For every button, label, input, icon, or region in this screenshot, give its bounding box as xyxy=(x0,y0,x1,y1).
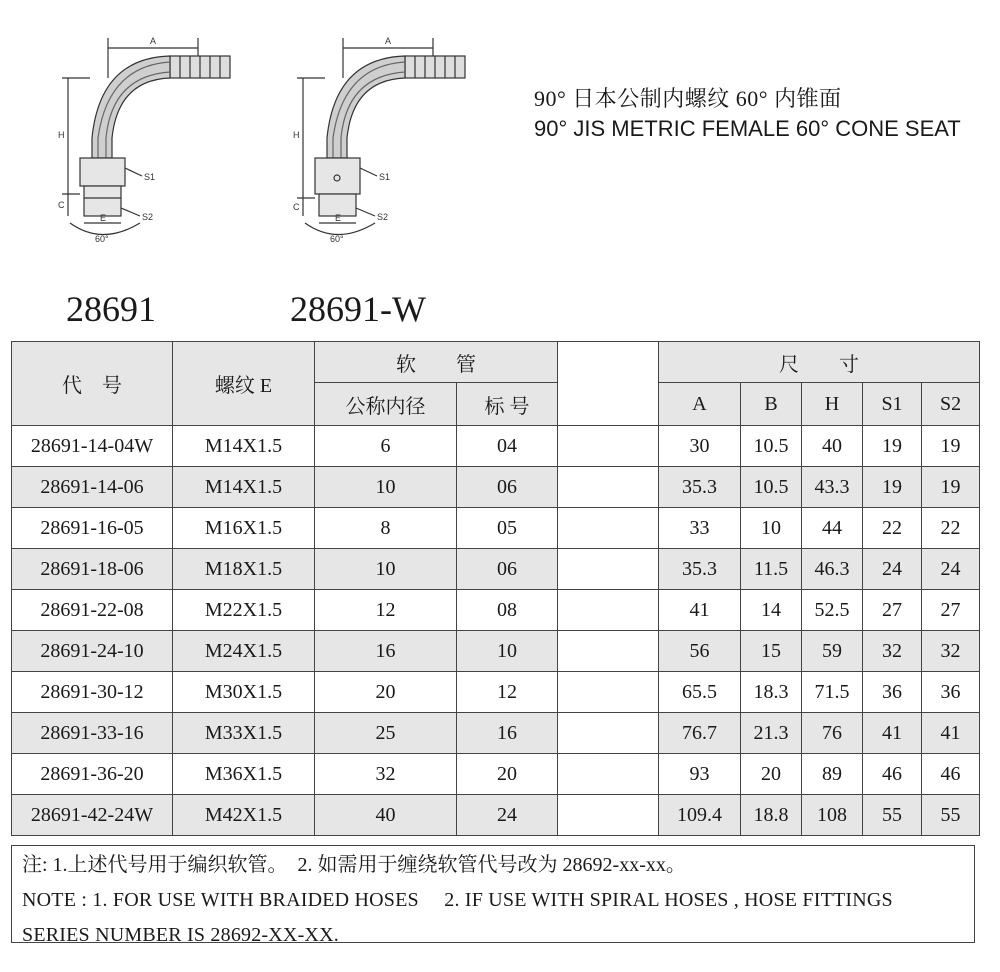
fitting-drawing-28691 xyxy=(50,18,240,248)
cell-code: 28691-22-08 xyxy=(12,590,173,631)
cell-thread: M36X1.5 xyxy=(173,754,315,795)
cell-s1: 55 xyxy=(863,795,922,836)
cell-s1: 19 xyxy=(863,426,922,467)
cell-s2: 32 xyxy=(922,631,980,672)
cell-hose-mark: 05 xyxy=(457,508,558,549)
cell-h: 46.3 xyxy=(802,549,863,590)
cell-hose-mark: 16 xyxy=(457,713,558,754)
cell-a: 41 xyxy=(659,590,741,631)
cell-a: 76.7 xyxy=(659,713,741,754)
cell-hose-id: 20 xyxy=(315,672,457,713)
cell-b: 11.5 xyxy=(741,549,802,590)
header-s1: S1 xyxy=(863,383,922,426)
cell-thread: M14X1.5 xyxy=(173,467,315,508)
table-row xyxy=(12,631,980,672)
dim-s1-label: S1 xyxy=(144,172,156,182)
table-row xyxy=(12,426,980,467)
cell-hose-id: 10 xyxy=(315,549,457,590)
cell-hose-mark: 10 xyxy=(457,631,558,672)
cell-h: 71.5 xyxy=(802,672,863,713)
dim-h-label: H xyxy=(58,130,65,140)
cell-a: 30 xyxy=(659,426,741,467)
cell-blank xyxy=(558,631,659,672)
header-hose-mark: 标 号 xyxy=(457,383,558,426)
cell-s2: 24 xyxy=(922,549,980,590)
table-row xyxy=(12,467,980,508)
cell-b: 15 xyxy=(741,631,802,672)
header-code: 代 号 xyxy=(12,342,173,426)
dim-c-label: C xyxy=(293,202,300,212)
cell-code: 28691-16-05 xyxy=(12,508,173,549)
dim-s1-label: S1 xyxy=(379,172,391,182)
cell-hose-id: 8 xyxy=(315,508,457,549)
cell-b: 14 xyxy=(741,590,802,631)
spec-table xyxy=(11,341,980,836)
cell-h: 40 xyxy=(802,426,863,467)
cell-blank xyxy=(558,426,659,467)
cell-s2: 41 xyxy=(922,713,980,754)
cell-hose-mark: 24 xyxy=(457,795,558,836)
cell-blank xyxy=(558,508,659,549)
dim-e-label: E xyxy=(335,213,342,223)
cell-h: 89 xyxy=(802,754,863,795)
cell-code: 28691-42-24W xyxy=(12,795,173,836)
cell-code: 28691-36-20 xyxy=(12,754,173,795)
cell-hose-id: 16 xyxy=(315,631,457,672)
header-b: B xyxy=(741,383,802,426)
cell-a: 35.3 xyxy=(659,467,741,508)
cell-code: 28691-24-10 xyxy=(12,631,173,672)
cell-b: 10.5 xyxy=(741,467,802,508)
header-row-1 xyxy=(12,342,980,383)
cell-s2: 19 xyxy=(922,426,980,467)
cell-h: 44 xyxy=(802,508,863,549)
cell-thread: M33X1.5 xyxy=(173,713,315,754)
cell-hose-mark: 20 xyxy=(457,754,558,795)
cell-a: 93 xyxy=(659,754,741,795)
cell-s2: 22 xyxy=(922,508,980,549)
cell-h: 59 xyxy=(802,631,863,672)
cell-hose-id: 25 xyxy=(315,713,457,754)
note-english-2: SERIES NUMBER IS 28692-XX-XX. xyxy=(22,924,339,946)
cell-s1: 19 xyxy=(863,467,922,508)
table-row xyxy=(12,795,980,836)
table-row xyxy=(12,713,980,754)
cell-a: 109.4 xyxy=(659,795,741,836)
cell-hose-id: 12 xyxy=(315,590,457,631)
title-chinese: 90° 日本公制内螺纹 60° 内锥面 xyxy=(534,86,842,111)
cell-blank xyxy=(558,467,659,508)
cell-b: 20 xyxy=(741,754,802,795)
cell-hose-mark: 06 xyxy=(457,467,558,508)
cell-s1: 32 xyxy=(863,631,922,672)
dim-angle-label: 60° xyxy=(330,234,344,244)
cell-blank xyxy=(558,713,659,754)
cell-s1: 36 xyxy=(863,672,922,713)
header-hose: 软 管 xyxy=(315,342,558,383)
cell-b: 18.8 xyxy=(741,795,802,836)
cell-blank xyxy=(558,590,659,631)
header-thread: 螺纹 E xyxy=(173,342,315,426)
cell-s2: 19 xyxy=(922,467,980,508)
cell-s1: 41 xyxy=(863,713,922,754)
cell-b: 21.3 xyxy=(741,713,802,754)
dim-a-label: A xyxy=(150,36,157,46)
table-row xyxy=(12,590,980,631)
cell-thread: M18X1.5 xyxy=(173,549,315,590)
cell-a: 65.5 xyxy=(659,672,741,713)
cell-hose-id: 40 xyxy=(315,795,457,836)
cell-s1: 24 xyxy=(863,549,922,590)
header-h: H xyxy=(802,383,863,426)
cell-s1: 27 xyxy=(863,590,922,631)
header-blank xyxy=(558,342,659,426)
cell-code: 28691-14-04W xyxy=(12,426,173,467)
dim-a-label: A xyxy=(385,36,392,46)
cell-hose-id: 32 xyxy=(315,754,457,795)
cell-thread: M24X1.5 xyxy=(173,631,315,672)
cell-a: 33 xyxy=(659,508,741,549)
cell-b: 10.5 xyxy=(741,426,802,467)
cell-hose-mark: 12 xyxy=(457,672,558,713)
model-number-1: 28691 xyxy=(66,289,156,329)
cell-code: 28691-33-16 xyxy=(12,713,173,754)
dim-s2-label: S2 xyxy=(377,212,389,222)
cell-h: 108 xyxy=(802,795,863,836)
cell-blank xyxy=(558,672,659,713)
model-number-2: 28691-W xyxy=(290,289,426,329)
cell-blank xyxy=(558,795,659,836)
table-row xyxy=(12,754,980,795)
cell-a: 56 xyxy=(659,631,741,672)
cell-s1: 22 xyxy=(863,508,922,549)
cell-b: 18.3 xyxy=(741,672,802,713)
cell-s2: 27 xyxy=(922,590,980,631)
cell-s1: 46 xyxy=(863,754,922,795)
cell-h: 76 xyxy=(802,713,863,754)
cell-thread: M16X1.5 xyxy=(173,508,315,549)
cell-hose-mark: 08 xyxy=(457,590,558,631)
cell-code: 28691-18-06 xyxy=(12,549,173,590)
cell-thread: M22X1.5 xyxy=(173,590,315,631)
product-title xyxy=(534,84,961,144)
cell-hose-mark: 06 xyxy=(457,549,558,590)
cell-s2: 36 xyxy=(922,672,980,713)
cell-blank xyxy=(558,549,659,590)
table-row xyxy=(12,672,980,713)
cell-b: 10 xyxy=(741,508,802,549)
cell-s2: 55 xyxy=(922,795,980,836)
cell-s2: 46 xyxy=(922,754,980,795)
table-row xyxy=(12,508,980,549)
cell-code: 28691-30-12 xyxy=(12,672,173,713)
header-a: A xyxy=(659,383,741,426)
header-hose-id: 公称内径 xyxy=(315,383,457,426)
note-english-1: NOTE : 1. FOR USE WITH BRAIDED HOSES 2. IF USE WITH SPIRAL HOSES , HOSE FITTINGS xyxy=(22,889,893,911)
cell-h: 43.3 xyxy=(802,467,863,508)
note-chinese: 注: 1.上述代号用于编织软管。 2. 如需用于缠绕软管代号改为 28692-xx-xx。 xyxy=(22,854,686,876)
cell-thread: M42X1.5 xyxy=(173,795,315,836)
table-row xyxy=(12,549,980,590)
cell-thread: M14X1.5 xyxy=(173,426,315,467)
cell-hose-id: 6 xyxy=(315,426,457,467)
cell-h: 52.5 xyxy=(802,590,863,631)
fitting-drawing-28691-w xyxy=(285,18,475,248)
notes-box xyxy=(11,845,975,946)
cell-code: 28691-14-06 xyxy=(12,467,173,508)
cell-blank xyxy=(558,754,659,795)
header-dims: 尺 寸 xyxy=(659,342,980,383)
dim-h-label: H xyxy=(293,130,300,140)
dim-angle-label: 60° xyxy=(95,234,109,244)
cell-thread: M30X1.5 xyxy=(173,672,315,713)
header-s2: S2 xyxy=(922,383,980,426)
dim-e-label: E xyxy=(100,213,107,223)
title-english: 90° JIS METRIC FEMALE 60° CONE SEAT xyxy=(534,116,961,141)
cell-hose-mark: 04 xyxy=(457,426,558,467)
cell-a: 35.3 xyxy=(659,549,741,590)
table-body xyxy=(12,426,980,836)
dim-s2-label: S2 xyxy=(142,212,154,222)
dim-c-label: C xyxy=(58,200,65,210)
cell-hose-id: 10 xyxy=(315,467,457,508)
